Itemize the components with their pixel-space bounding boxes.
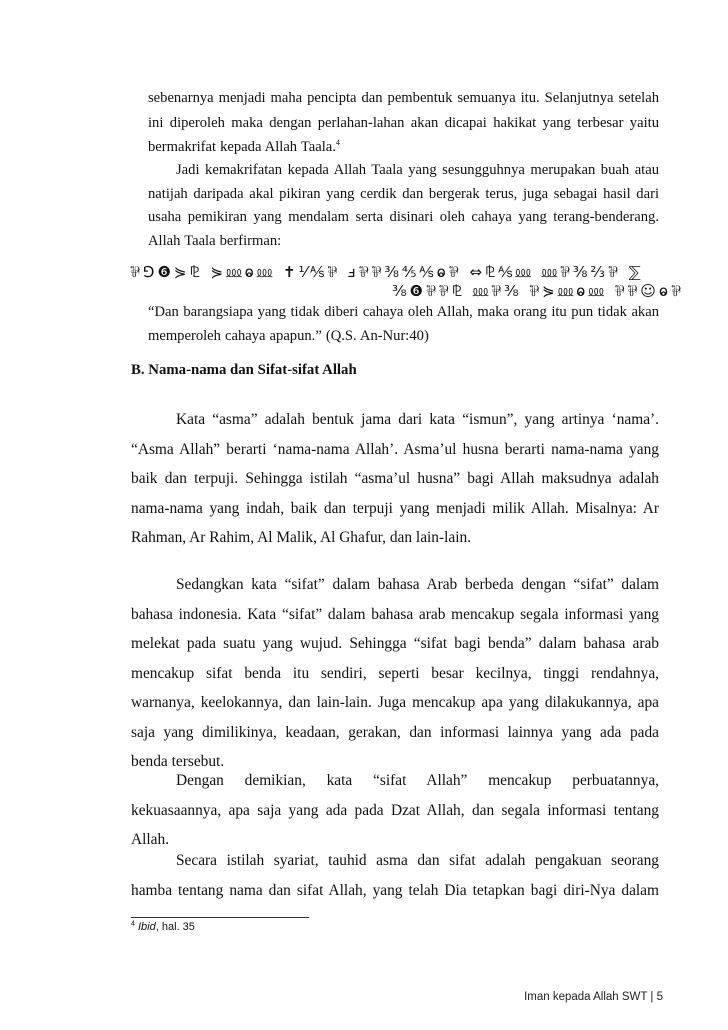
paragraph-sifat-allah: [131, 766, 659, 855]
text-line: hamba tentang nama dan sifat Allah, yang telah Dia tetapkan bagi diri-Nya dalam: [131, 881, 659, 899]
paragraph-makrifat: [148, 159, 659, 253]
text-line: [131, 570, 659, 600]
paragraph-sifat: [131, 570, 659, 777]
text-line: benda tersebut.: [131, 753, 225, 770]
section-heading: B. Nama-nama dan Sifat-sifat Allah: [131, 362, 357, 378]
arabic-verse-line-1: ⅌⅁❻⋟⅊ ⋟⅏ⱺ⅏ ✝⅟⅍⅌ ⅎ⅌⅌⅜⅘⅍ⱺ⅌ ⇔⅊⅍⅏ ⅏⅌⅜⅔⅌ ⅀: [130, 263, 644, 281]
arabic-verse-line-2: ⅜❻⅌⅌⅊ ⅏⅌⅜ ⅌⋟⅏ⱺ⅏ ⅌⅌☺ⱺ⅌: [392, 282, 684, 300]
footnote-source: Ibid: [137, 921, 156, 933]
text-line-content: Kata “asma” adalah bentuk jama dari kata “ismun”, yang artinya ‘nama’.: [176, 411, 659, 428]
text-line: nama-nama yang indah, baik dan terpuji yang menjadi milik Allah. Misalnya: Ar: [131, 499, 659, 517]
text-line: [131, 405, 659, 435]
text-line: “Dan barangsiapa yang tidak diberi cahaya oleh Allah, maka orang itu pun tidak akan: [148, 304, 659, 320]
text-line: Allah Taala berfirman:: [148, 232, 282, 249]
text-line: Jadi kemakrifatan kepada Allah Taala yang sesungguhnya merupakan buah atau: [176, 162, 659, 178]
text-line: [131, 846, 659, 876]
text-line: Allah.: [131, 831, 170, 848]
text-line: “Asma Allah” berarti ‘nama-nama Allah’. Asma’ul husna berarti nama-nama yang: [131, 440, 659, 458]
text-line-content: Dengan demikian, kata “sifat Allah” mencakup perbuatannya,: [176, 772, 659, 789]
footnote: [131, 921, 195, 933]
page-footer: Iman kepada Allah SWT | 5: [524, 991, 663, 1003]
text-line: memperoleh cahaya apapun.” (Q.S. An-Nur:40): [148, 328, 429, 344]
continuation-paragraph: [148, 86, 659, 160]
verse-translation: [148, 300, 659, 348]
text-line-content: Sedangkan kata “sifat” dalam bahasa Arab berbeda dengan “sifat” dalam: [176, 576, 659, 593]
text-line: baik dan terpuji. Sehingga istilah “asma’ul husna” bagi Allah maksudnya adalah: [131, 470, 659, 487]
text-line: bahasa indonesia. Kata “sifat” dalam bahasa arab mencakup segala informasi yang: [131, 605, 659, 623]
text-line: melekat pada suatu yang wujud. Sehingga “sifat bagi benda” dalam bahasa arab: [131, 635, 659, 652]
text-line: mencakup sifat benda itu sendiri, seperti besar kecilnya, tinggi rendahnya,: [131, 664, 659, 682]
text-line-content: Secara istilah syariat, tauhid asma dan sifat adalah pengakuan seorang: [176, 852, 659, 869]
footnote-reference[interactable]: 4: [335, 138, 340, 148]
text-line-content: bermakrifat kepada Allah Taala.: [148, 139, 336, 155]
text-line: [148, 135, 659, 160]
text-line: usaha pemikiran yang mendalam serta disinari oleh cahaya yang terang-benderang.: [148, 209, 659, 225]
footnote-page: , hal. 35: [155, 921, 195, 933]
text-line: sebenarnya menjadi maha pencipta dan pembentuk semuanya itu. Selanjutnya setelah: [148, 90, 659, 106]
text-line: saja yang dimilikinya, keadaan, gerakan, dan informasi lainnya yang ada pada: [131, 723, 659, 741]
text-line: ini diperoleh maka dengan perlahan-lahan akan dicapai hakikat yang terbesar yaitu: [148, 114, 659, 131]
text-line: natijah daripada akal pikiran yang cerdik dan bergerak terus, juga sebagai hasil dari: [148, 185, 659, 202]
footnote-number: 4: [131, 920, 135, 928]
text-line: [131, 766, 659, 796]
paragraph-istilah-syariat: [131, 846, 659, 905]
text-line: kekuasaannya, apa saja yang ada pada Dzat Allah, dan segala informasi tentang: [131, 801, 659, 819]
text-line: warnanya, keelokannya, dan lain-lain. Juga mencakup apa yang dilakukannya, apa: [131, 694, 659, 711]
text-line: Rahman, Ar Rahim, Al Malik, Al Ghafur, dan lain-lain.: [131, 529, 472, 546]
paragraph-asma: [131, 405, 659, 553]
footnote-divider: [131, 917, 309, 918]
